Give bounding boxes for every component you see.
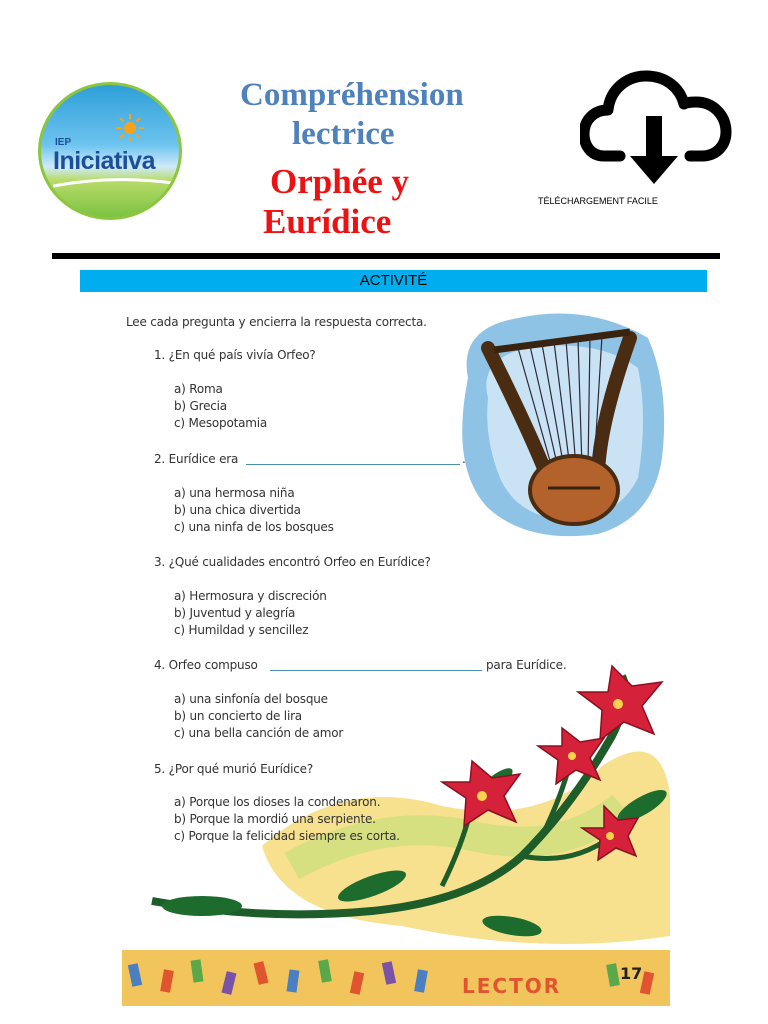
question-4-end: para Eurídice. <box>486 658 567 672</box>
q5-option-c[interactable]: c) Porque la felicidad siempre es corta. <box>174 829 400 843</box>
q4-answer-line[interactable] <box>270 670 482 671</box>
cloud-download-icon[interactable] <box>580 64 732 188</box>
question-1: 1. ¿En qué país vivía Orfeo? <box>154 348 316 362</box>
q3-option-c[interactable]: c) Humildad y sencillez <box>174 623 309 637</box>
subtitle-line-2: Eurídice <box>263 202 392 241</box>
page-number: 17 <box>620 964 643 983</box>
logo-swoosh <box>51 177 175 189</box>
sun-icon <box>115 113 145 143</box>
title-line-1: Compréhension <box>240 77 464 113</box>
question-2: 2. Eurídice era <box>154 452 239 466</box>
q2-answer-line[interactable] <box>246 464 460 465</box>
title-line-2: lectrice <box>292 116 395 152</box>
q5-option-a[interactable]: a) Porque los dioses la condenaron. <box>174 795 381 809</box>
question-5: 5. ¿Por qué murió Eurídice? <box>154 762 314 776</box>
q2-option-c[interactable]: c) una ninfa de los bosques <box>174 520 334 534</box>
question-3: 3. ¿Qué cualidades encontró Orfeo en Eurídice? <box>154 555 431 569</box>
q4-option-c[interactable]: c) una bella canción de amor <box>174 726 344 740</box>
worksheet-scan <box>122 306 670 1006</box>
logo-small-text: IEP <box>55 137 72 148</box>
instruction-text: Lee cada pregunta y encierra la respuesta correcta. <box>126 315 427 329</box>
footer-strip <box>122 950 670 1006</box>
subtitle-line-1: Orphée y <box>270 162 410 201</box>
q1-option-a[interactable]: a) Roma <box>174 382 223 396</box>
logo-name: Iniciativa <box>53 147 155 175</box>
q3-option-a[interactable]: a) Hermosura y discreción <box>174 589 327 603</box>
books-pattern <box>122 950 670 1006</box>
q1-option-c[interactable]: c) Mesopotamia <box>174 416 268 430</box>
q4-option-a[interactable]: a) una sinfonía del bosque <box>174 692 328 706</box>
question-2-end: . <box>462 452 466 466</box>
iniciativa-logo <box>38 82 182 220</box>
q5-option-b[interactable]: b) Porque la mordió una serpiente. <box>174 812 376 826</box>
lyre-illustration <box>448 308 670 540</box>
q2-option-a[interactable]: a) una hermosa niña <box>174 486 295 500</box>
q4-option-b[interactable]: b) un concierto de lira <box>174 709 302 723</box>
q3-option-b[interactable]: b) Juventud y alegría <box>174 606 296 620</box>
activity-bar: ACTIVITÉ <box>80 270 707 292</box>
question-4: 4. Orfeo compuso <box>154 658 258 672</box>
q2-option-b[interactable]: b) una chica divertida <box>174 503 301 517</box>
footer-brand: LECTOR <box>462 974 562 998</box>
q1-option-b[interactable]: b) Grecia <box>174 399 227 413</box>
header-divider <box>52 253 720 259</box>
download-label[interactable]: TÉLÉCHARGEMENT FACILE <box>538 196 658 206</box>
